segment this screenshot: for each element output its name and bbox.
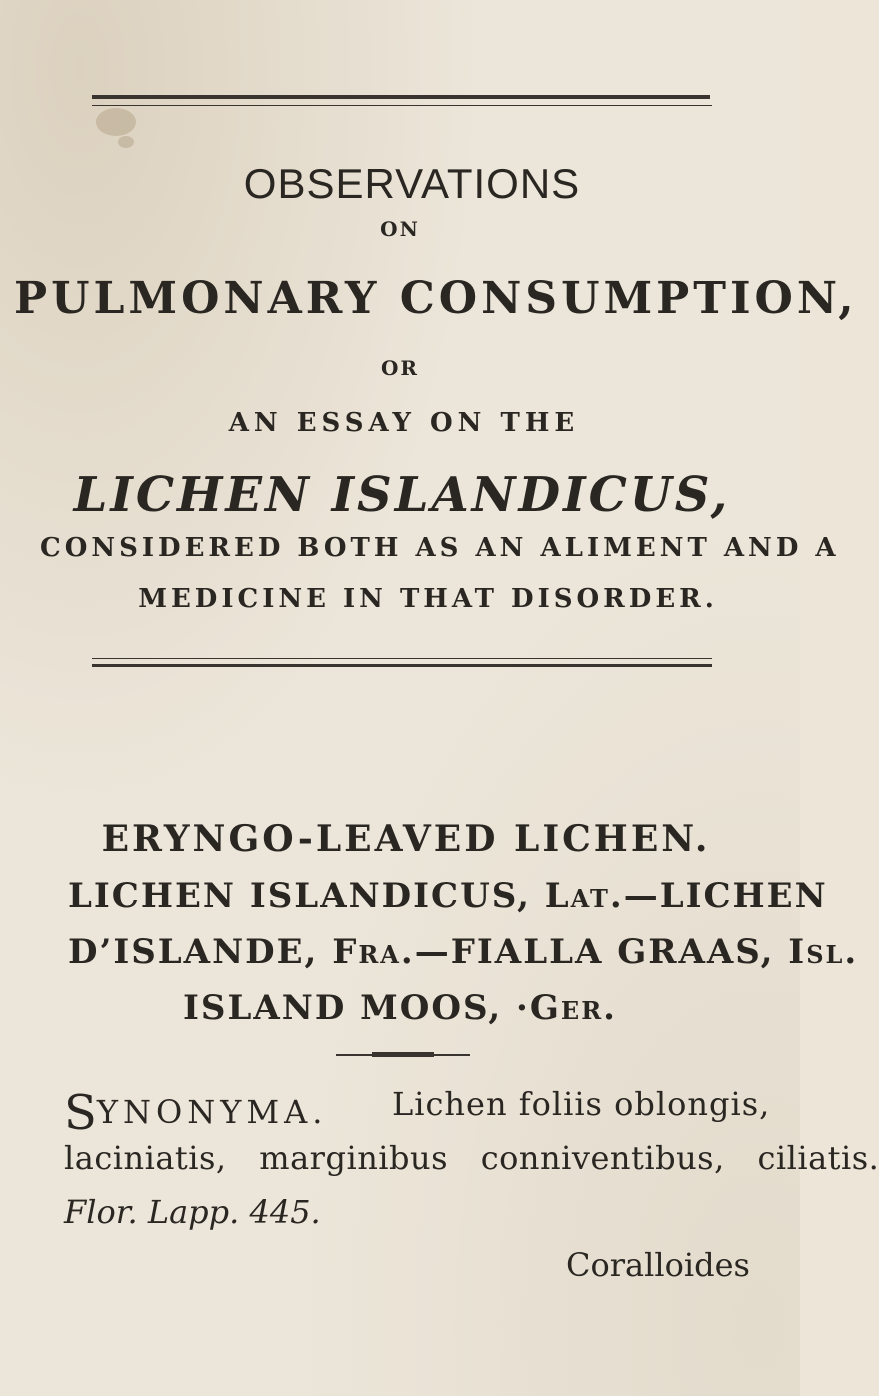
- language-icelandic: Isl.: [788, 932, 859, 972]
- synonyma-rest: YNONYMA.: [96, 1093, 328, 1131]
- title-medicine: MEDICINE IN THAT DISORDER.: [138, 584, 718, 614]
- synonym-latin: LICHEN ISLANDICUS,: [68, 876, 545, 916]
- language-latin: Lat.: [544, 876, 624, 916]
- title-observations: OBSERVATIONS: [243, 160, 581, 207]
- title-lichen-islandicus: LICHEN ISLANDICUS,: [73, 467, 731, 523]
- top-rule-thick: [92, 95, 710, 99]
- section-heading: ERYNGO-LEAVED LICHEN.: [101, 818, 711, 860]
- body-line-2: laciniatis, marginibus conniventibus, ciliatis.: [64, 1139, 879, 1177]
- synonym-french: D’ISLANDE,: [68, 932, 333, 972]
- synonym-german: ISLAND MOOS, ·: [183, 988, 530, 1028]
- title-pulmonary-consumption: PULMONARY CONSUMPTION,: [14, 273, 858, 324]
- body-line-3-citation: Flor. Lapp. 445.: [64, 1193, 321, 1231]
- title-essay: AN ESSAY ON THE: [228, 408, 580, 438]
- double-rule-thick: [92, 664, 712, 667]
- title-or: OR: [380, 356, 420, 380]
- synonym-lichen: —LICHEN: [623, 876, 828, 916]
- synonyma-label: [64, 1085, 327, 1141]
- double-rule-thin: [92, 658, 712, 659]
- paper-stain: [96, 108, 136, 136]
- title-considered: CONSIDERED BOTH AS AN ALIMENT AND A: [40, 533, 840, 563]
- synonym-line-1: [68, 876, 828, 916]
- language-german: Ger.: [529, 988, 617, 1028]
- body-line-1: Lichen foliis oblongis,: [392, 1085, 771, 1123]
- short-rule-center: [372, 1052, 434, 1057]
- language-french: Fra.: [332, 932, 415, 972]
- synonym-line-3: [0, 988, 800, 1028]
- title-on: ON: [380, 217, 420, 241]
- paper-stain: [118, 136, 134, 148]
- synonym-icelandic: —FIALLA GRAAS,: [414, 932, 789, 972]
- drop-initial: S: [64, 1085, 97, 1141]
- synonym-line-2: [68, 932, 859, 972]
- catchword: Coralloides: [566, 1246, 750, 1284]
- top-rule-thin: [92, 105, 712, 106]
